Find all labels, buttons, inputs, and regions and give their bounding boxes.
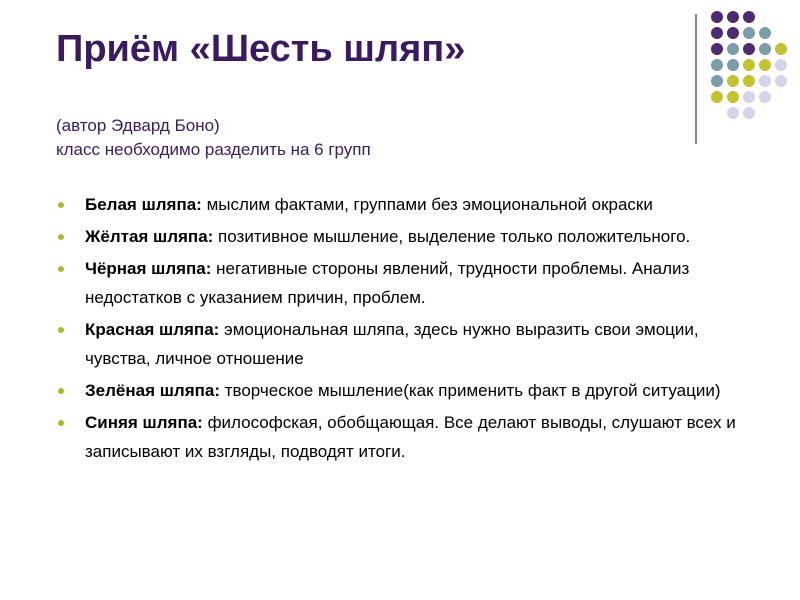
decorative-dot	[743, 43, 755, 55]
hat-description: негативные стороны явлений, трудности проблемы. Анализ недостатков с указанием причин, проблем.	[85, 259, 690, 307]
decorative-dot	[743, 75, 755, 87]
decorative-dot	[727, 107, 739, 119]
decorative-dot	[711, 27, 723, 39]
decorative-divider	[695, 14, 697, 144]
decorative-dot	[743, 11, 755, 23]
hat-list	[56, 190, 756, 469]
bullet-marker	[58, 420, 64, 426]
hat-description: эмоциональная шляпа, здесь нужно выразить свои эмоции, чувства, личное отношение	[85, 320, 699, 368]
decorative-dot	[759, 27, 771, 39]
decorative-dot	[775, 75, 787, 87]
decorative-dot	[711, 43, 723, 55]
bullet-marker	[58, 234, 64, 240]
bullet-marker	[58, 388, 64, 394]
slide-title: Приём «Шесть шляп»	[56, 28, 466, 70]
bullet-marker	[58, 327, 64, 333]
decorative-dot	[727, 75, 739, 87]
decorative-dot	[743, 107, 755, 119]
subtitle-line-groups: класс необходимо разделить на 6 групп	[56, 140, 371, 159]
decorative-dot	[743, 59, 755, 71]
hat-term: Зелёная шляпа:	[85, 381, 220, 400]
hat-description: творческое мышление(как применить факт в другой ситуации)	[220, 381, 721, 400]
decorative-dot	[727, 91, 739, 103]
decorative-dot	[727, 11, 739, 23]
decorative-dot	[775, 43, 787, 55]
decorative-dot	[711, 11, 723, 23]
list-item-blue-hat	[56, 408, 756, 466]
decorative-dot	[775, 59, 787, 71]
decorative-dot	[711, 91, 723, 103]
decorative-dot	[727, 43, 739, 55]
decorative-dot	[711, 59, 723, 71]
decorative-dot	[727, 59, 739, 71]
slide-subtitle	[56, 114, 371, 162]
bullet-marker	[58, 202, 64, 208]
list-item-red-hat	[56, 315, 756, 373]
hat-term: Жёлтая шляпа:	[85, 227, 214, 246]
subtitle-line-author: (автор Эдвард Боно)	[56, 116, 220, 135]
decorative-dot	[759, 75, 771, 87]
decorative-dot	[727, 27, 739, 39]
list-item-white-hat	[56, 190, 756, 219]
decorative-dot	[759, 91, 771, 103]
hat-description: мыслим фактами, группами без эмоциональной окраски	[201, 195, 653, 214]
decorative-dot	[711, 75, 723, 87]
decorative-dot	[759, 59, 771, 71]
hat-term: Синяя шляпа:	[85, 413, 203, 432]
hat-term: Чёрная шляпа:	[85, 259, 212, 278]
hat-term: Белая шляпа:	[85, 195, 202, 214]
hat-term: Красная шляпа:	[85, 320, 220, 339]
decorative-dot	[743, 91, 755, 103]
list-item-black-hat	[56, 254, 756, 312]
decorative-dot	[743, 27, 755, 39]
hat-description: философская, обобщающая. Все делают выводы, слушают всех и записывают их взгляды, подводят итоги.	[85, 413, 736, 461]
list-item-yellow-hat	[56, 222, 756, 251]
hat-description: позитивное мышление, выделение только положительного.	[213, 227, 691, 246]
list-item-green-hat	[56, 376, 756, 405]
decorative-dot	[759, 43, 771, 55]
bullet-marker	[58, 266, 64, 272]
